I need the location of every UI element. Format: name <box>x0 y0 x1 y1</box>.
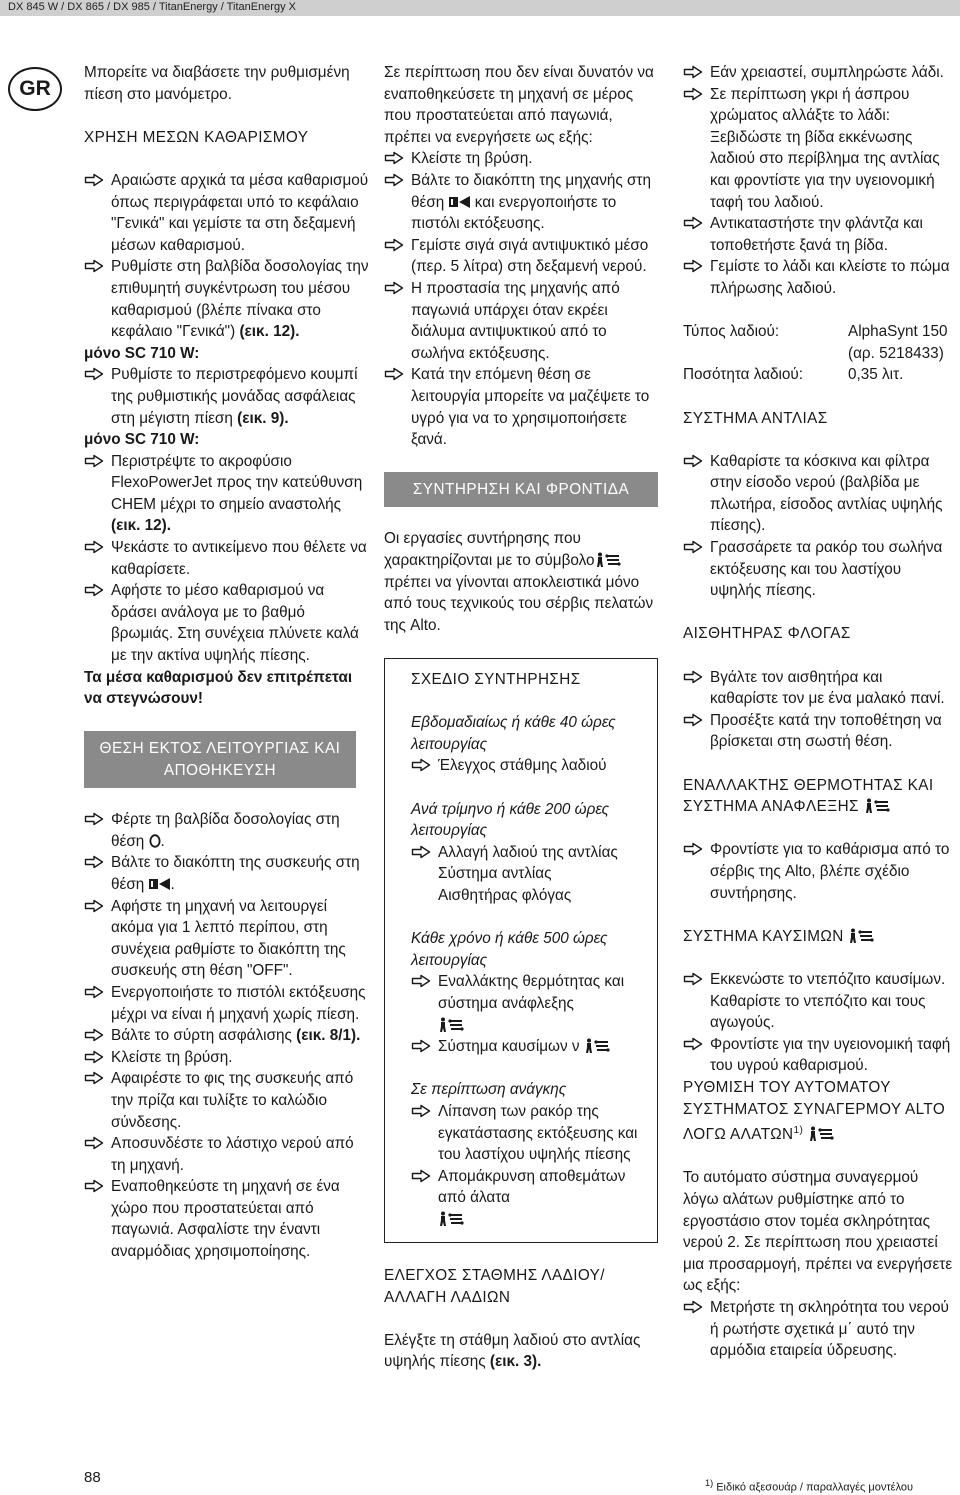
model-note: μόνο SC 710 W: <box>84 344 200 362</box>
hollow-arrow-icon <box>411 1169 431 1183</box>
hollow-arrow-icon <box>411 1104 431 1118</box>
wrench-technician-icon <box>808 1126 834 1142</box>
list-item: Κλείστε τη βρύση. <box>384 148 658 170</box>
list-item: Βάλτε το διακόπτη της μηχανής στη θέση και ενεργοποιήστε το πιστόλι εκτόξευσης. <box>384 170 658 235</box>
hollow-arrow-icon <box>411 1039 431 1053</box>
interval-yearly: Κάθε χρόνο ή κάθε 500 ώρες λειτουργίας <box>411 930 608 969</box>
wrench-technician-icon <box>438 1017 464 1033</box>
interval-quarterly: Ανά τρίμηνο ή κάθε 200 ώρες λειτουργίας <box>411 800 610 840</box>
hollow-arrow-icon <box>84 583 104 597</box>
list-item: Γρασσάρετε τα ρακόρ του σωλήνα εκτόξευσης και του λαστίχου υψηλής πίεσης. <box>683 537 953 602</box>
list-item: Κλείστε τη βρύση. <box>84 1047 370 1069</box>
hollow-arrow-icon <box>384 281 404 295</box>
hollow-arrow-icon <box>411 758 431 772</box>
hollow-arrow-icon <box>683 713 703 727</box>
list-item: Η προστασία της μηχανής από παγωνιά υπάρχει όταν εκρέει διάλυμα αντιψυκτικού από το σωλήνα εκτόξευσης. <box>384 278 658 364</box>
hollow-arrow-icon <box>683 670 703 684</box>
list-item: Αφήστε το μέσο καθαρισμού να δράσει ανάλογα με το βαθμό βρωμιάς. Στη συνέχεια πλύνετε καλά με την ακτίνα υψηλής πίεσης. <box>84 580 370 666</box>
list-item: Γεμίστε σιγά σιγά αντιψυκτικό μέσο (περ. 5 λίτρα) στη δεξαμενή νερού. <box>384 235 658 278</box>
wrench-technician-icon <box>595 552 621 568</box>
hollow-arrow-icon <box>84 540 104 554</box>
column-1 <box>84 62 370 1263</box>
list-item: Εκκενώστε το ντεπόζιτο καυσίμων. Καθαρίστε το ντεπόζιτο και τους αγωγούς. <box>683 969 953 1034</box>
hollow-arrow-icon <box>384 238 404 252</box>
hollow-arrow-icon <box>84 173 104 187</box>
document-header: DX 845 W / DX 865 / DX 985 / TitanEnergy / TitanEnergy X <box>8 1 296 13</box>
section-heading-salt-alarm: ΡΥΘΜΙΣΗ ΤΟΥ ΑΥΤΟΜΑΤΟΥ ΣΥΣΤΗΜΑΤΟΣ ΣΥΝΑΓΕΡΜΟΥ ΑLTO ΛΟΓΩ ΑΛΑΤΩΝ$^{1)}$ <box>683 1078 946 1144</box>
hollow-arrow-icon <box>683 842 703 856</box>
frost-intro: Σε περίπτωση που δεν είναι δυνατόν να εναποθηκεύσετε τη μηχανή σε μέρος που προστατεύεται από παγωνιά, πρέπει να ενεργήσετε ως εξής: <box>384 64 654 146</box>
list-item: Εάν χρειαστεί, συμπληρώστε λάδι. <box>683 62 953 84</box>
hollow-arrow-icon <box>411 974 431 988</box>
list-item: Μετρήστε τη σκληρότητα του νερού ή ρωτήστε σχετικά μ΄ αυτό την αρμόδια εταιρεία ύδρευσης. <box>683 1297 953 1362</box>
hollow-arrow-icon <box>84 1050 104 1064</box>
hollow-arrow-icon <box>384 173 404 187</box>
warning-text: Τα μέσα καθαρισμού δεν επιτρέπεται να στεγνώσουν! <box>84 668 353 708</box>
hollow-arrow-icon <box>683 259 703 273</box>
hollow-arrow-icon <box>84 899 104 913</box>
maintenance-text: Οι εργασίες συντήρησης που χαρακτηρίζονται με το σύμβολο πρέπει να γίνονται αποκλειστικά μόνο από τους τεχνικούς του σέρβις πελατών της Alto. <box>384 530 654 634</box>
column-2 <box>384 62 658 1373</box>
hollow-arrow-icon <box>384 367 404 381</box>
list-item: Περιστρέψτε το ακροφύσιο FlexoPowerJet προς την κατεύθυνση CHEM μέχρι το σημείο αναστολής (εικ. 12). <box>84 451 370 537</box>
model-note: μόνο SC 710 W: <box>84 431 200 449</box>
list-item: Σε περίπτωση γκρι ή άσπρου χρώματος αλλάξτε το λάδι: Ξεβιδώστε τη βίδα εκκένωσης λαδιού στο περίβλημα της αντλίας και φροντίστε για την υγειονομική ταφή του λαδιού. <box>683 84 953 214</box>
page-number: 88 <box>84 1469 101 1486</box>
list-item: Εναποθηκεύστε τη μηχανή σε ένα χώρο που προστατεύεται από παγωνιά. Ασφαλίστε την έναντι αναρμόδιας χρησιμοποίησης. <box>84 1176 370 1262</box>
hollow-arrow-icon <box>683 216 703 230</box>
list-item: Βάλτε το σύρτη ασφάλισης (εικ. 8/1). <box>84 1025 370 1047</box>
hollow-arrow-icon <box>84 1028 104 1042</box>
list-item: Σύστημα καυσίμων ν <box>411 1036 647 1058</box>
hollow-arrow-icon <box>84 1071 104 1085</box>
list-item: Λίπανση των ρακόρ της εγκατάστασης εκτόξευσης και του λαστίχου υψηλής πίεσης <box>411 1101 647 1166</box>
gun-position-icon <box>149 878 171 890</box>
list-item: Αλλαγή λαδιού της αντλίας Σύστημα αντλίας Αισθητήρας φλόγας <box>411 842 647 907</box>
section-heading-heat-exchanger: ΕΝΑΛΛΑΚΤΗΣ ΘΕΡΜΟΤΗΤΑΣ ΚΑΙ ΣΥΣΤΗΜΑ ΑΝΑΦΛΕΞΗΣ <box>683 776 934 816</box>
salt-alarm-text: Το αυτόματο σύστημα συναγερμού λόγω αλάτων ρυθμίστηκε από το εργοστάσιο στον τομέα σκληρότητας νερού 2. Σε περίπτωση που χρειαστεί μια προσαρμογή, πρέπει να ενεργήσετε ως εξής: <box>683 1169 953 1295</box>
list-item: Κατά την επόμενη θέση σε λειτουργία μπορείτε να μαζέψετε το υγρό για να το χρησιμοποιήσετε ξανά. <box>384 364 658 450</box>
list-item: Βγάλτε τον αισθητήρα και καθαρίστε τον με ένα μαλακό πανί. <box>683 667 953 710</box>
hollow-arrow-icon <box>84 812 104 826</box>
hollow-arrow-icon <box>84 1179 104 1193</box>
list-item: Εναλλάκτης θερμότητας και σύστημα ανάφλεξης <box>411 971 647 1036</box>
circle-zero-icon <box>149 834 161 848</box>
wrench-technician-icon <box>864 798 890 814</box>
list-item: Ρυθμίστε το περιστρεφόμενο κουμπί της ρυθμιστικής μονάδας ασφάλειας στη μέγιστη πίεση (εικ. 9). <box>84 364 370 429</box>
hollow-arrow-icon <box>84 367 104 381</box>
language-badge: GR <box>8 67 62 111</box>
list-item: Γεμίστε το λάδι και κλείστε το πώμα πλήρωσης λαδιού. <box>683 256 953 299</box>
oil-check-text: Ελέγξτε τη στάθμη λαδιού στο αντλίας υψηλής πίεσης (εικ. 3). <box>384 1331 641 1371</box>
interval-weekly: Εβδομαδιαίως ή κάθε 40 ώρες λειτουργίας <box>411 714 616 753</box>
hollow-arrow-icon <box>683 972 703 986</box>
hollow-arrow-icon <box>683 87 703 101</box>
oil-quantity-value: 0,35 λιτ. <box>848 366 904 384</box>
section-heading-flame-sensor: ΑΙΣΘΗΤΗΡΑΣ ΦΛΟΓΑΣ <box>683 625 851 643</box>
list-item: Έλεγχος στάθμης λαδιού <box>411 755 647 777</box>
gun-position-icon <box>449 196 471 208</box>
oil-type-label: Τύπος λαδιού: <box>683 323 780 341</box>
interval-when-needed: Σε περίπτωση ανάγκης <box>411 1081 567 1099</box>
oil-quantity-label: Ποσότητα λαδιού: <box>683 366 804 384</box>
oil-type-value: AlphaSynt 150 (αρ. 5218433) <box>848 323 948 362</box>
list-item: Ενεργοποιήστε το πιστόλι εκτόξευσης μέχρι να είναι ή μηχανή χωρίς πίεση. <box>84 982 370 1025</box>
wrench-technician-icon <box>848 928 874 944</box>
list-item: Προσέξτε κατά την τοποθέτηση να βρίσκεται στη σωστή θέση. <box>683 710 953 753</box>
hollow-arrow-icon <box>683 454 703 468</box>
maintenance-plan-box <box>384 658 658 1243</box>
list-item: Καθαρίστε τα κόσκινα και φίλτρα στην είσοδο νερού (βαλβίδα με πλωτήρα, είσοδος αντλίας υψηλής πίεσης). <box>683 451 953 537</box>
wrench-technician-icon <box>438 1211 464 1227</box>
hollow-arrow-icon <box>683 540 703 554</box>
hollow-arrow-icon <box>84 454 104 468</box>
section-heading-oil: ΕΛΕΓΧΟΣ ΣΤΑΘΜΗΣ ΛΑΔΙΟΥ/ ΑΛΛΑΓΗ ΛΑΔΙΩΝ <box>384 1267 605 1306</box>
list-item: Αφαιρέστε το φις της συσκευής από την πρίζα και τυλίξτε το καλώδιο σύνδεσης. <box>84 1068 370 1133</box>
section-banner-maintenance: ΣΥΝΤΗΡΗΣΗ ΚΑΙ ΦΡΟΝΤΙΔΑ <box>384 472 658 507</box>
section-heading-cleaning-agents: ΧΡΗΣΗ ΜΕΣΩΝ ΚΑΘΑΡΙΣΜΟΥ <box>84 128 309 146</box>
list-item: Φροντίστε για το καθάρισμα από το σέρβις της Alto, βλέπε σχέδιο συντήρησης. <box>683 839 953 904</box>
list-item: Αντικαταστήστε την φλάντζα και τοποθετήστε ξανά τη βίδα. <box>683 213 953 256</box>
list-item: Απομάκρυνση αποθεμάτων από άλατα <box>411 1166 647 1231</box>
footnote: $^{1)}$ Ειδικό αξεσουάρ / παραλλαγές μοντέλου <box>705 1478 914 1494</box>
list-item: Ρυθμίστε στη βαλβίδα δοσολογίας την επιθυμητή συγκέντρωση του μέσου καθαρισμού (βλέπε πίνακα στο κεφάλαιο "Γενικά") (εικ. 12). <box>84 256 370 342</box>
hollow-arrow-icon <box>84 855 104 869</box>
section-banner-shutdown: ΘΕΣΗ ΕΚΤΟΣ ΛΕΙΤΟΥΡΓΙΑΣ ΚΑΙ ΑΠΟΘΗΚΕΥΣΗ <box>84 731 356 787</box>
hollow-arrow-icon <box>84 1136 104 1150</box>
hollow-arrow-icon <box>84 259 104 273</box>
hollow-arrow-icon <box>84 985 104 999</box>
hollow-arrow-icon <box>384 151 404 165</box>
list-item: Αποσυνδέστε το λάστιχο νερού από τη μηχανή. <box>84 1133 370 1176</box>
column-3 <box>683 62 953 1362</box>
hollow-arrow-icon <box>683 1300 703 1314</box>
list-item: Φέρτε τη βαλβίδα δοσολογίας στη θέση . <box>84 809 370 852</box>
list-item: Αφήστε τη μηχανή να λειτουργεί ακόμα για 1 λεπτό περίπου, στη συνέχεια ραθμίστε το διακόπτη της συσκευής στη θέση "OFF". <box>84 896 370 982</box>
hollow-arrow-icon <box>683 1037 703 1051</box>
list-item: Βάλτε το διακόπτη της συσκευής στη θέση . <box>84 852 370 895</box>
oil-quantity-row <box>683 364 953 386</box>
hollow-arrow-icon <box>411 845 431 859</box>
maintenance-plan-title: ΣΧΕΔΙΟ ΣΥΝΤΗΡΗΣΗΣ <box>411 671 581 689</box>
section-heading-pump: ΣΥΣΤΗΜΑ ΑΝΤΛΙΑΣ <box>683 409 828 427</box>
list-item: Φροντίστε για την υγειονομική ταφή του υγρού καθαρισμού. <box>683 1034 953 1077</box>
section-heading-fuel: ΣΥΣΤΗΜΑ ΚΑΥΣΙΜΩΝ <box>683 926 953 948</box>
oil-type-row <box>683 321 953 364</box>
intro-text: Μπορείτε να διαβάσετε την ρυθμισμένη πίεση στο μανόμετρο. <box>84 64 350 103</box>
hollow-arrow-icon <box>683 65 703 79</box>
wrench-technician-icon <box>584 1038 610 1054</box>
list-item: Αραιώστε αρχικά τα μέσα καθαρισμού όπως περιγράφεται υπό το κεφάλαιο "Γενικά" και γεμίστε τα στη δεξαμενή μέσων καθαρισμού. <box>84 170 370 256</box>
list-item: Ψεκάστε το αντικείμενο που θέλετε να καθαρίσετε. <box>84 537 370 580</box>
